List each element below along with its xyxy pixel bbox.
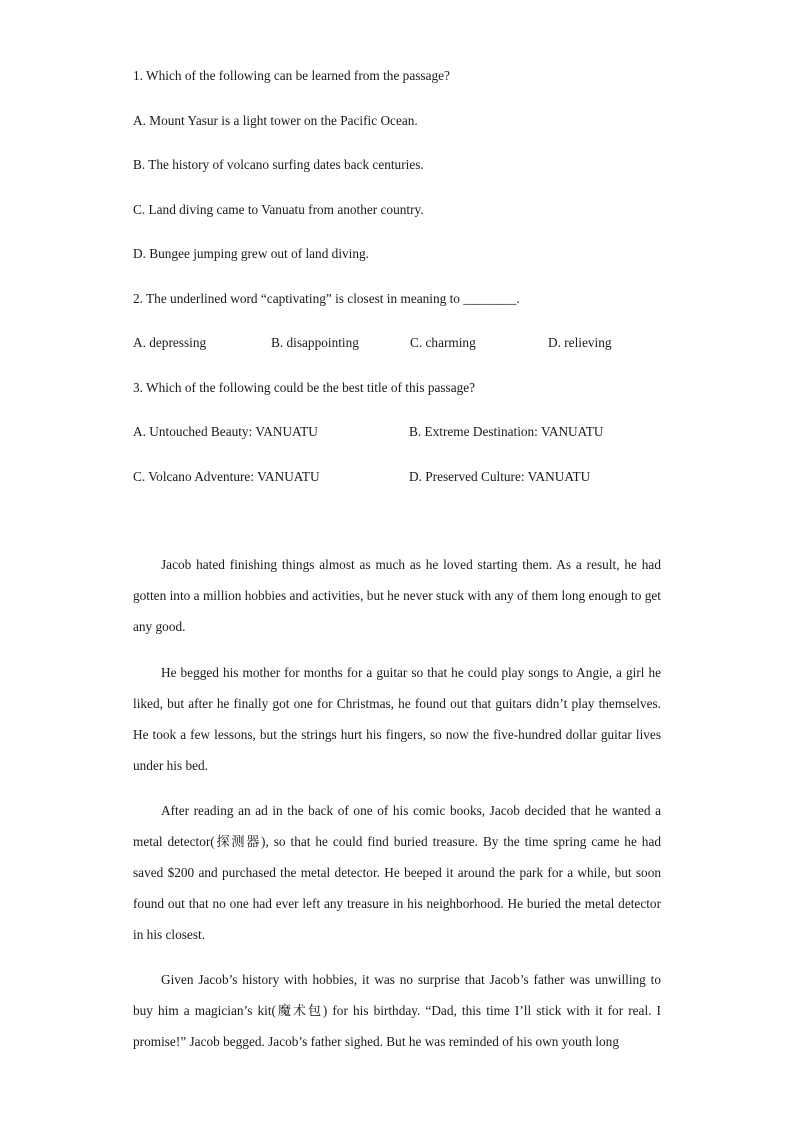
question-3-option-d: D. Preserved Culture: VANUATU	[409, 469, 591, 484]
passage-paragraph: He begged his mother for months for a guitar so that he could play songs to Angie, a girl he liked, but after he finally got one for Christmas, he found out that guitars didn’t play themselves. He took a few lessons, but the strings hurt his fingers, so now the five-hundred dollar guitar lives under his bed.	[133, 665, 661, 773]
question-1-stem: 1. Which of the following can be learned from the passage?	[133, 68, 450, 83]
question-2-option-b: B. disappointing	[271, 335, 359, 350]
question-1-option-d: D. Bungee jumping grew out of land diving.	[133, 246, 369, 261]
question-2-stem: 2. The underlined word “captivating” is closest in meaning to ________.	[133, 291, 520, 306]
question-3-stem: 3. Which of the following could be the best title of this passage?	[133, 380, 476, 395]
passage-paragraph: Given Jacob’s history with hobbies, it was no surprise that Jacob’s father was unwilling to buy him a magician’s kit(魔术包) for his birthday. “Dad, this time I’ll stick with it for real. I promise!” Jacob begged. Jacob’s father sighed. But he was reminded of his own youth long	[133, 972, 661, 1049]
question-3-option-c: C. Volcano Adventure: VANUATU	[133, 469, 320, 484]
question-1-option-c: C. Land diving came to Vanuatu from another country.	[133, 202, 424, 217]
question-3-option-a: A. Untouched Beauty: VANUATU	[133, 424, 318, 439]
question-2-option-d: D. relieving	[548, 335, 612, 350]
question-1-option-b: B. The history of volcano surfing dates back centuries.	[133, 157, 424, 172]
question-3-option-b: B. Extreme Destination: VANUATU	[409, 424, 604, 439]
passage-paragraph: After reading an ad in the back of one of his comic books, Jacob decided that he wanted a metal detector(探测器), so that he could find buried treasure. By the time spring came he had saved $200 and purchased the metal detector. He beeped it around the park for a while, but soon found out that no one had ever left any treasure in his neighborhood. He buried the metal detector in his closest.	[133, 803, 661, 942]
question-1-option-a: A. Mount Yasur is a light tower on the Pacific Ocean.	[133, 113, 418, 128]
passage-paragraph: Jacob hated finishing things almost as much as he loved starting them. As a result, he had gotten into a million hobbies and activities, but he never stuck with any of them long enough to get any good.	[133, 557, 661, 634]
question-2-option-c: C. charming	[410, 335, 476, 350]
question-2-option-a: A. depressing	[133, 335, 207, 350]
